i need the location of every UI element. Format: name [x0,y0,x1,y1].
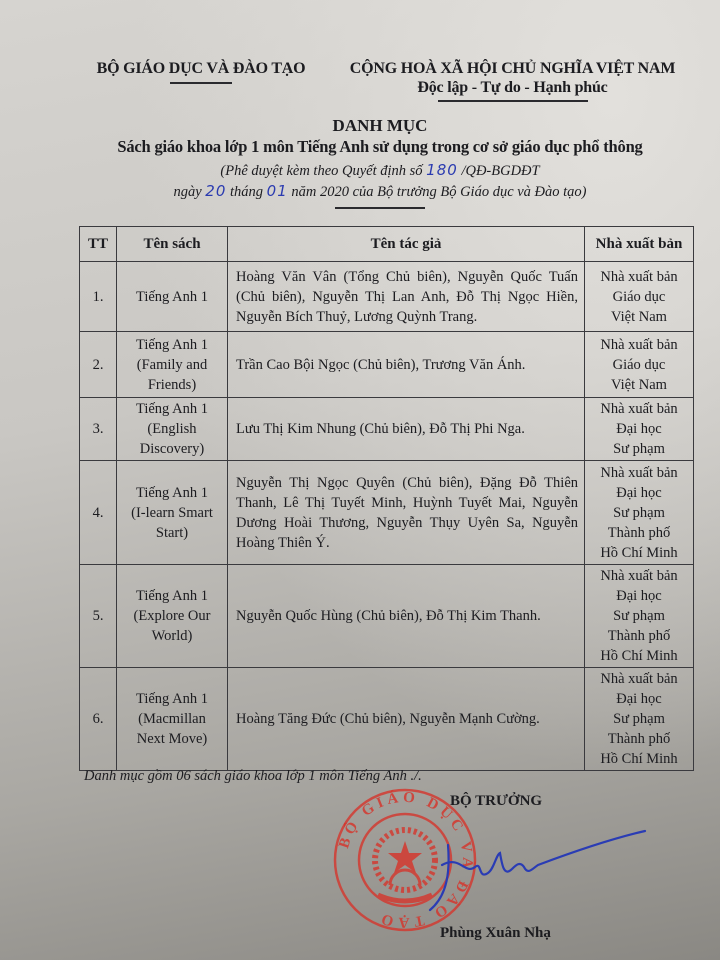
ministry-underline [170,82,232,84]
row-number: 3. [80,398,117,461]
col-header-authors: Tên tác giả [228,227,585,262]
book-name-line: Tiếng Anh 1 [136,588,208,604]
publisher-line: Nhà xuất bản [600,464,678,481]
book-authors: Nguyễn Quốc Hùng (Chủ biên), Đỗ Thị Kim Thanh. [228,565,585,668]
table-row [80,262,694,332]
publisher-line: Nhà xuất bản [600,671,678,687]
publisher-line: Việt Nam [611,376,667,393]
book-publisher [585,332,694,398]
publisher-line: Sư phạm [613,711,665,727]
publisher-line: Giáo dục [612,288,666,305]
date-prefix: ngày [173,184,202,200]
row-number: 4. [80,461,117,565]
title-block [80,116,680,209]
publisher-line: Hồ Chí Minh [600,544,678,561]
book-name-line: (I-learn Smart [131,504,213,521]
book-name-line: Tiếng Anh 1 [136,401,208,417]
publisher-line: Sư phạm [613,441,665,457]
document-heading: DANH MỤC [332,116,428,135]
book-name-line: Tiếng Anh 1 [136,691,208,707]
book-name-line: Friends) [147,376,197,393]
publisher-line: Hồ Chí Minh [600,648,678,664]
book-authors: Hoàng Văn Vân (Tổng Chủ biên), Nguyễn Quốc Tuấn (Chủ biên), Nguyễn Thị Lan Anh, Đỗ Thị Ngọc Hiền, Nguyễn Bích Thuỷ, Lương Quỳnh Trang. [228,262,585,332]
publisher-line: Nhà xuất bản [600,268,678,285]
approval-prefix: (Phê duyệt kèm theo Quyết định số [220,163,423,179]
book-publisher [585,398,694,461]
publisher-line: Thành phố [607,628,671,644]
approval-line [80,160,680,181]
publisher-line: Đại học [616,484,662,501]
publisher-line: Việt Nam [611,308,667,325]
book-name [117,461,228,565]
date-suffix: năm 2020 của Bộ trưởng Bộ Giáo dục và Đào tạo) [291,184,587,200]
date-line [80,181,680,202]
book-authors: Trần Cao Bội Ngọc (Chủ biên), Trương Văn Ánh. [228,332,585,398]
book-name-line: Tiếng Anh 1 [136,288,208,305]
book-name [117,668,228,771]
signer-name: Phùng Xuân Nhạ [440,925,551,941]
book-name-line: Next Move) [136,731,208,747]
book-name-line: Tiếng Anh 1 [136,336,208,353]
decision-month: 01 [266,182,288,200]
book-publisher [585,461,694,565]
svg-text:BỘ GIÁO DỤC VÀ ĐÀO TẠO: BỘ GIÁO DỤC VÀ ĐÀO TẠO [336,789,476,931]
signer-title: BỘ TRƯỞNG [450,793,543,809]
signature-icon [420,825,650,915]
publisher-line: Nhà xuất bản [600,568,678,584]
ministry-header [86,60,316,84]
motto-underline [438,100,588,102]
national-motto: Độc lập - Tự do - Hạnh phúc [417,79,608,96]
book-name-line: (Explore Our [133,608,211,624]
book-authors: Hoàng Tăng Đức (Chủ biên), Nguyễn Mạnh Cường. [228,668,585,771]
book-publisher [585,565,694,668]
table-row [80,461,694,565]
publisher-line: Giáo dục [612,356,666,373]
book-authors: Nguyễn Thị Ngọc Quyên (Chủ biên), Đặng Đỗ Thiên Thanh, Lê Thị Tuyết Minh, Huỳnh Tuyết Mai, Nguyễn Dương Hoài Thương, Nguyễn Thụy Uyên Sa, Nguyễn Hoàng Thiên Ý. [228,461,585,565]
book-name [117,565,228,668]
table-row [80,398,694,461]
book-name [117,398,228,461]
ministry-name: BỘ GIÁO DỤC VÀ ĐÀO TẠO [96,60,306,77]
publisher-line: Nhà xuất bản [600,401,678,417]
publisher-line: Đại học [616,421,662,437]
book-name-line: Discovery) [139,441,205,457]
book-name [117,262,228,332]
table-row [80,332,694,398]
publisher-line: Nhà xuất bản [600,336,678,353]
book-publisher [585,668,694,771]
row-number: 1. [80,262,117,332]
catalog-note: Danh mục gồm 06 sách giáo khoa lớp 1 môn Tiếng Anh ./. [84,768,422,784]
book-name-line: Tiếng Anh 1 [136,484,208,501]
book-name-line: (Family and [136,356,208,373]
publisher-line: Thành phố [607,731,671,747]
decision-number: 180 [426,161,458,179]
table-row [80,668,694,771]
row-number: 5. [80,565,117,668]
book-name-line: Start) [155,524,189,541]
book-name-line: (English [147,421,197,437]
publisher-line: Sư phạm [613,504,665,521]
country-name: CỘNG HOÀ XÃ HỘI CHỦ NGHĨA VIỆT NAM [349,60,676,77]
month-label: tháng [230,184,264,200]
book-name [117,332,228,398]
publisher-line: Đại học [616,588,662,604]
textbook-table [79,226,694,771]
book-name-line: World) [151,628,193,644]
book-publisher [585,262,694,332]
publisher-line: Đại học [616,691,662,707]
publisher-line: Hồ Chí Minh [600,751,678,767]
col-header-publisher: Nhà xuất bản [585,227,694,262]
book-authors: Lưu Thị Kim Nhung (Chủ biên), Đỗ Thị Phi Nga. [228,398,585,461]
col-header-tt: TT [80,227,117,262]
national-header [340,60,685,102]
col-header-book-name: Tên sách [117,227,228,262]
decision-day: 20 [205,182,227,200]
publisher-line: Sư phạm [613,608,665,624]
row-number: 6. [80,668,117,771]
book-name-line: (Macmillan [138,711,206,727]
decision-suffix: /QĐ-BGDĐT [461,163,540,179]
publisher-line: Thành phố [607,524,671,541]
title-underline [335,207,425,209]
row-number: 2. [80,332,117,398]
table-header-row [80,227,694,262]
table-row [80,565,694,668]
document-subheading: Sách giáo khoa lớp 1 môn Tiếng Anh sử dụng trong cơ sở giáo dục phổ thông [117,137,643,156]
